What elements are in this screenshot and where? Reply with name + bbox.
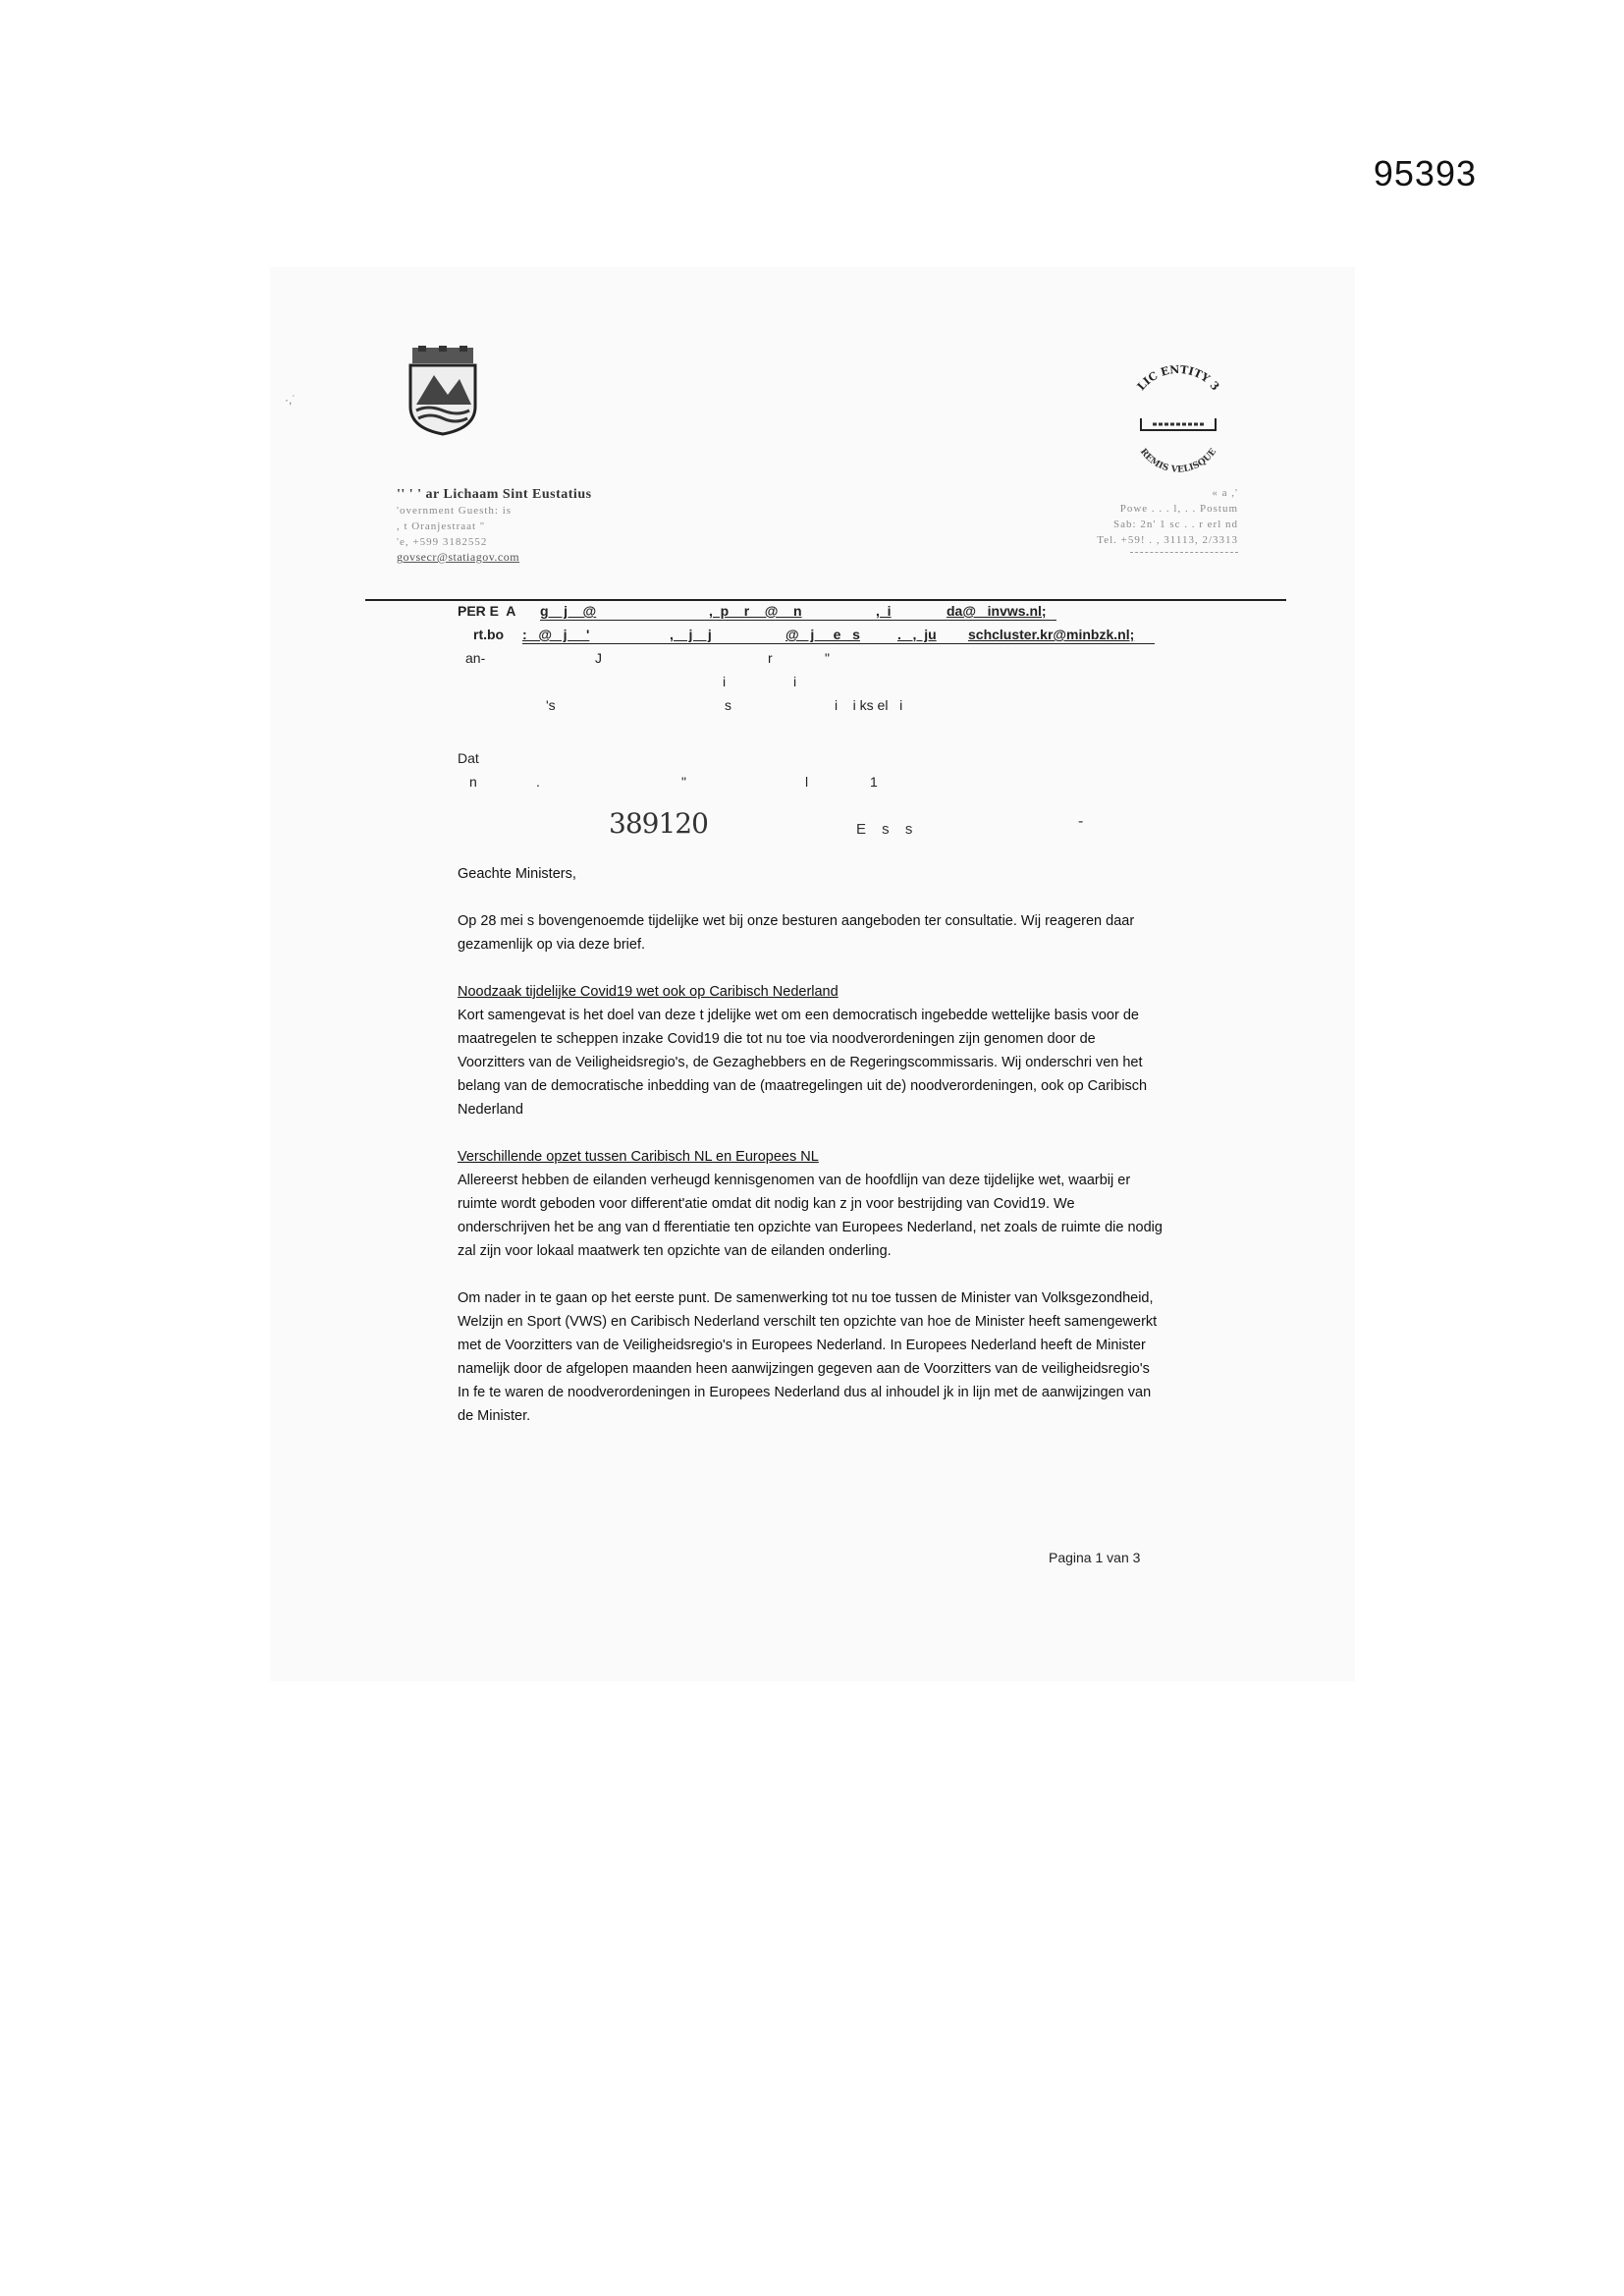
saba-line-4: Tel. +59! . , 31113, 2/3313 [1097,534,1238,546]
sender-name: '' ' ' ar Lichaam Sint Eustatius [397,487,592,502]
redacted-text: i [723,674,727,689]
redacted-text: @ j e s [785,627,860,642]
sender-email-link[interactable]: govsecr@statiagov.com [397,550,520,564]
section-heading: Verschillende opzet tussen Caribisch NL en Europees NL [458,1149,819,1165]
redacted-text: : @ j ' [522,627,590,642]
redacted-recipient-block [458,603,1164,797]
redacted-text: . [536,774,540,790]
paragraph: Op 28 mei s bovengenoemde tijdelijke wet bij onze besturen aangeboden ter consultatie. Wij reageren daar gezamenlijk op via deze brief. [458,913,1135,953]
redacted-text: , p r @ n [709,603,802,619]
redacted-text: r [768,650,773,666]
redacted-text: n [469,774,477,790]
scan-artifact: ·,˙ [285,393,297,407]
recipient-row-3 [458,650,1164,674]
redacted-text: , i [876,603,892,619]
paragraph: Om nader in te gaan op het eerste punt. De samenwerking tot nu toe tussen de Minister van Volksgezondheid, Welzijn en Sport (VWS) en Caribisch Nederland verschilt ten opzichte van hoe de Minister heeft samengewerkt met de Voorzitters van de Veiligheidsregio's in Europees Nederland. In Europees Nederland heeft de Minister namelijk door de afgelopen maanden heen aanwijzingen gegeven aan de Voorzitters van de veiligheidsregio's In fe te waren de noodverordeningen in Europees Nederland dus al inhoudel jk in lijn met de aanwijzingen van de Minister. [458,1290,1158,1424]
document-number: 95393 [1373,153,1477,193]
redacted-text: J [595,650,602,666]
paragraph: Kort samengevat is het doel van deze t jdelijke wet om een democratisch ingebedde wettelijke basis voor de maatregelen te scheppen inzake Covid19 die tot nu toe via noodverordeningen zijn genomen door de Voorzitters van de Veiligheidsregio's, de Gezaghebbers en de Regeringscommissaris. Wij onderschri ven het belang van de democratische inbedding van de (maatregelingen uit de) noodverordeningen, ook op Caribisch Nederland [458,1008,1148,1118]
redaction-underline [522,643,1155,644]
redacted-text: 1 [870,774,878,790]
redacted-text: an- [465,650,486,666]
header-rule [365,599,1286,601]
redacted-text: , j j [670,627,712,642]
redacted-text: " [825,650,830,666]
coat-of-arms-logo [405,346,481,436]
letter-body [458,862,1164,1428]
date-row [458,750,1164,774]
sender-address [397,487,592,565]
recipient-row-2 [458,627,1164,650]
email-fragment: schcluster.kr@minbzk.nl; [968,627,1135,642]
paragraph: Allereerst hebben de eilanden verheugd kennisgenomen van de hoofdlijn van deze tijdelijke wet, waarbij er ruimte wordt geboden voor different'atie omdat dit nodig kan z jn voor bestrijding van Covid19. We onderschrijven het be ang van d fferentiatie ten opzichte van Europees Nederland, net zoals de ruimte die nodig zal zijn voor lokaal maatwerk ten opzichte van de eilanden onderling. [458,1173,1163,1259]
stamp-top-text: LIC ENTITY 3 [1134,362,1222,394]
recipient-row-1 [458,603,1164,627]
salutation: Geachte Ministers, [458,866,576,882]
underline-divider [1130,552,1238,553]
saba-line-1: « a ,' [1212,487,1238,499]
svg-text:REMIS VELISQUE [1138,447,1218,475]
section-heading: Noodzaak tijdelijke Covid19 wet ook op Caribisch Nederland [458,984,839,1000]
email-fragment: da@ invws.nl; [947,603,1047,619]
saba-address [1097,485,1238,553]
redacted-text: 's [546,697,556,713]
redacted-text: i [793,674,797,689]
svg-text:LIC ENTITY 3 [1135,363,1222,393]
redacted-text: . , ju [897,627,937,642]
redacted-text: " [681,774,686,790]
sender-line-2: 'overnment Guesth: is [397,505,513,517]
redacted-text: i i ks el i [835,697,903,713]
redacted-text: l [805,774,809,790]
redacted-text: rt.bo [473,627,505,642]
redacted-text: - [1078,813,1084,830]
recipient-row-5 [458,697,1164,721]
recipient-row-4 [458,674,1164,697]
saba-line-3: Sab: 2n' 1 sc . . r erl nd [1113,519,1238,530]
stamp-bottom-text: REMIS VELISQUE [1137,447,1219,475]
redaction-underline [540,620,1056,621]
handwritten-reference: 389120 [609,807,708,840]
spacer [458,721,1164,750]
reference-row [458,774,1164,797]
redacted-text: E s s [856,821,919,838]
saba-line-2: Powe . . . l, . . Postum [1119,503,1238,515]
redacted-text: g j @ [540,603,597,619]
sender-line-3: , t Oranjestraat " [397,520,486,532]
sender-line-4: 'e, +599 3182552 [397,536,488,548]
date-label: Dat [458,750,479,766]
redacted-text: PER E A [458,603,516,619]
page-number: Pagina 1 van 3 [1049,1550,1141,1565]
redacted-text: s [725,697,731,713]
